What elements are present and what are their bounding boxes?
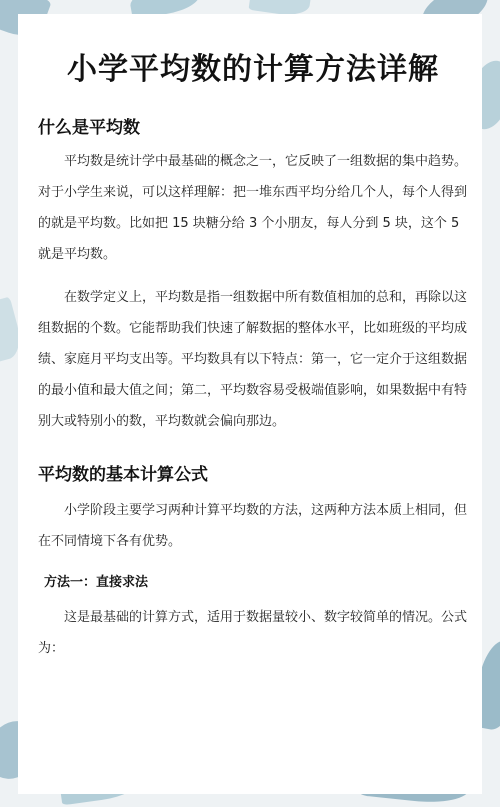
paragraph: 在数学定义上，平均数是指一组数据中所有数值相加的总和，再除以这组数据的个数。它能帮助我们快速了解数据的整体水平，比如班级的平均成绩、家庭月平均支出等。平均数具有以下特点：第一，它一定介于这组数据的最小值和最大值之间；第二，平均数容易受极端值影响，如果数据中有特别大或特别小的数，平均数就会偏向那边。 — [38, 290, 468, 429]
document-page — [18, 14, 482, 794]
page-title: 小学平均数的计算方法详解 — [67, 52, 439, 87]
section-heading-basic-formula: 平均数的基本计算公式 — [38, 465, 208, 485]
paragraph: 小学阶段主要学习两种计算平均数的方法，这两种方法本质上相同，但在不同情境下各有优势。 — [38, 503, 468, 549]
section-heading-what-is-average: 什么是平均数 — [38, 118, 140, 138]
paragraph: 这是最基础的计算方式，适用于数据量较小、数字较简单的情况。公式为： — [38, 610, 468, 656]
method-label: 方法一：直接求法 — [44, 575, 149, 590]
paragraph: 平均数是统计学中最基础的概念之一，它反映了一组数据的集中趋势。对于小学生来说，可以这样理解：把一堆东西平均分给几个人，每个人得到的就是平均数。比如把 15 块糖分给 3 个小朋友，每人分到 5 块，这个 5 就是平均数。 — [38, 154, 468, 262]
